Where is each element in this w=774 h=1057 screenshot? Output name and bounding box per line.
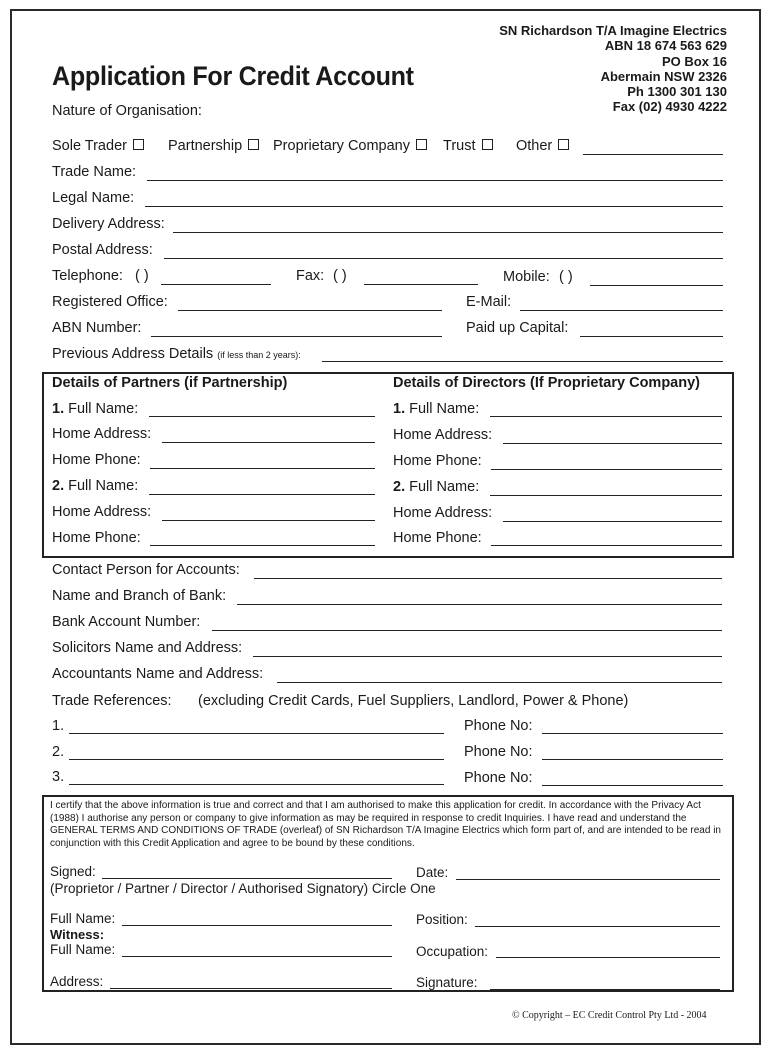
other-checkbox[interactable] <box>558 139 569 150</box>
directors-heading: Details of Directors (If Proprietary Company) <box>393 375 700 391</box>
trade-references-note: (excluding Credit Cards, Fuel Suppliers, Landlord, Power & Phone) <box>198 693 629 709</box>
legal-name-label: Legal Name: <box>52 190 135 206</box>
trade-ref-2-line[interactable] <box>69 759 444 760</box>
solicitors-line[interactable] <box>253 656 722 657</box>
option-trust[interactable] <box>443 138 493 154</box>
bank-branch-line[interactable] <box>237 604 722 605</box>
director1-home-address-label: Home Address: <box>393 427 493 443</box>
witness-address-label: Address: <box>50 974 104 989</box>
accountants-label: Accountants Name and Address: <box>52 666 264 682</box>
fax-line[interactable] <box>364 284 478 285</box>
trade-ref-3-phone-label: Phone No: <box>464 770 533 786</box>
company-name: SN Richardson T/A Imagine Electrics <box>499 23 727 38</box>
postal-address-label: Postal Address: <box>52 242 153 258</box>
option-other[interactable] <box>516 138 569 154</box>
company-po-box: PO Box 16 <box>661 53 727 69</box>
sole-trader-label: Sole Trader <box>52 138 127 154</box>
signatory-full-name-label: Full Name: <box>50 911 116 926</box>
director2-full-name-text: Full Name: <box>409 479 480 495</box>
trade-ref-1-line[interactable] <box>69 733 444 734</box>
signed-line[interactable] <box>102 878 392 879</box>
witness-address-line[interactable] <box>110 988 392 989</box>
partner2-number: 2. <box>52 478 65 494</box>
signatory-note: (Proprietor / Partner / Director / Authorised Signatory) Circle One <box>50 881 436 896</box>
abn-number-label: ABN Number: <box>52 320 142 336</box>
trade-name-label: Trade Name: <box>52 164 137 180</box>
trust-label: Trust <box>443 138 476 154</box>
previous-address-line[interactable] <box>322 361 723 362</box>
page-title: Application For Credit Account <box>52 61 414 91</box>
trust-checkbox[interactable] <box>482 139 493 150</box>
registered-office-label: Registered Office: <box>52 294 168 310</box>
director1-home-phone-line[interactable] <box>491 469 722 470</box>
partner2-home-phone-label: Home Phone: <box>52 530 141 546</box>
partners-heading: Details of Partners (if Partnership) <box>52 375 288 391</box>
email-line[interactable] <box>520 310 723 311</box>
trade-ref-3-phone-line[interactable] <box>542 785 723 786</box>
mobile-line[interactable] <box>590 285 723 286</box>
previous-address-note: (if less than 2 years): <box>217 350 301 360</box>
trade-ref-2-phone-line[interactable] <box>542 759 723 760</box>
witness-signature-label: Signature: <box>416 975 478 990</box>
previous-address-label <box>52 346 301 362</box>
witness-signature-line[interactable] <box>490 989 720 990</box>
director1-full-name-label <box>393 401 479 417</box>
trade-ref-2-number: 2. <box>52 744 65 760</box>
abn-number-line[interactable] <box>151 336 442 337</box>
mobile-area-code: ( ) <box>559 269 573 285</box>
position-line[interactable] <box>475 926 720 927</box>
partner1-full-name-text: Full Name: <box>68 401 139 417</box>
trade-ref-1-phone-label: Phone No: <box>464 718 533 734</box>
witness-heading: Witness: <box>50 927 105 942</box>
director2-full-name-line[interactable] <box>490 495 722 496</box>
partner1-number: 1. <box>52 401 65 417</box>
proprietary-label: Proprietary Company <box>273 138 410 154</box>
company-phone: Ph 1300 301 130 <box>627 84 727 100</box>
postal-address-line[interactable] <box>164 258 723 259</box>
previous-address-text: Previous Address Details <box>52 346 214 362</box>
company-abn: ABN 18 674 563 629 <box>604 38 727 54</box>
partner1-home-phone-label: Home Phone: <box>52 452 141 468</box>
trade-name-line[interactable] <box>147 180 723 181</box>
occupation-line[interactable] <box>496 957 720 958</box>
partner2-home-address-label: Home Address: <box>52 504 152 520</box>
accountants-line[interactable] <box>277 682 722 683</box>
witness-full-name-label: Full Name: <box>50 942 116 957</box>
date-line[interactable] <box>456 879 720 880</box>
copyright-notice: © Copyright – EC Credit Control Pty Ltd - 2004 <box>512 1010 707 1021</box>
legal-name-line[interactable] <box>145 206 723 207</box>
director1-home-address-line[interactable] <box>503 443 722 444</box>
nature-label: Nature of Organisation: <box>52 103 202 119</box>
director2-home-phone-label: Home Phone: <box>393 530 482 546</box>
fax-label: Fax: <box>296 268 325 284</box>
company-details <box>499 23 727 115</box>
fax-area-code: ( ) <box>333 268 347 284</box>
trade-ref-3-line[interactable] <box>69 784 444 785</box>
trade-references-label: Trade References: <box>52 693 172 709</box>
company-fax: Fax (02) 4930 4222 <box>612 99 727 115</box>
delivery-address-label: Delivery Address: <box>52 216 165 232</box>
partners-directors-box <box>42 372 734 558</box>
other-input-line[interactable] <box>583 154 723 155</box>
partnership-label: Partnership <box>168 138 243 154</box>
sole-trader-checkbox[interactable] <box>133 139 144 150</box>
bank-account-label: Bank Account Number: <box>52 614 201 630</box>
occupation-label: Occupation: <box>416 944 489 959</box>
director1-home-phone-label: Home Phone: <box>393 453 482 469</box>
mobile-label: Mobile: <box>503 269 550 285</box>
partner1-full-name-line[interactable] <box>149 416 375 417</box>
director2-full-name-label <box>393 479 479 495</box>
director2-home-address-line[interactable] <box>503 521 722 522</box>
trade-ref-1-phone-line[interactable] <box>542 733 723 734</box>
telephone-area-code: ( ) <box>135 268 149 284</box>
director2-home-phone-line[interactable] <box>491 545 722 546</box>
director1-number: 1. <box>393 401 406 417</box>
signed-label: Signed: <box>50 864 96 879</box>
partner2-full-name-line[interactable] <box>149 494 375 495</box>
partnership-checkbox[interactable] <box>248 139 259 150</box>
witness-full-name-line[interactable] <box>122 956 392 957</box>
position-label: Position: <box>416 912 468 927</box>
telephone-label: Telephone: <box>52 268 123 284</box>
partner1-full-name-label <box>52 401 138 417</box>
paid-up-capital-line[interactable] <box>580 336 723 337</box>
option-sole-trader[interactable] <box>52 138 144 154</box>
contact-person-label: Contact Person for Accounts: <box>52 562 240 578</box>
solicitors-label: Solicitors Name and Address: <box>52 640 243 656</box>
bank-branch-label: Name and Branch of Bank: <box>52 588 227 604</box>
trade-ref-1-number: 1. <box>52 718 65 734</box>
partner2-home-phone-line[interactable] <box>150 545 375 546</box>
director2-home-address-label: Home Address: <box>393 505 493 521</box>
director1-full-name-text: Full Name: <box>409 401 480 417</box>
partner1-home-address-label: Home Address: <box>52 426 152 442</box>
paid-up-capital-label: Paid up Capital: <box>466 320 569 336</box>
signatory-full-name-line[interactable] <box>122 925 392 926</box>
other-label: Other <box>516 138 553 154</box>
director2-number: 2. <box>393 479 406 495</box>
date-label: Date: <box>416 865 449 880</box>
email-label: E-Mail: <box>466 294 512 310</box>
telephone-line[interactable] <box>161 284 271 285</box>
partner1-home-address-line[interactable] <box>162 442 375 443</box>
proprietary-checkbox[interactable] <box>416 139 427 150</box>
option-partnership[interactable] <box>168 138 259 154</box>
registered-office-line[interactable] <box>178 310 442 311</box>
company-suburb: Abermain NSW 2326 <box>600 68 727 84</box>
partner2-full-name-text: Full Name: <box>68 478 139 494</box>
option-proprietary[interactable] <box>273 138 427 154</box>
delivery-address-line[interactable] <box>173 232 723 233</box>
certification-text: I certify that the above information is true and correct and that I am authorised to make this application for credit. In accordance with the Privacy Act (1988) I authorise any person or company to give information as may be required in response to credit Inquiries. I have read and understand the GENERAL TERMS AND CONDITIONS OF TRADE (overleaf) of SN Richardson T/A Imagine Electrics which form part of, and are intended to be read in conjunction with this Credit Application and agree to be bound by these conditions. <box>50 800 721 849</box>
partner2-full-name-label <box>52 478 138 494</box>
partner1-home-phone-line[interactable] <box>150 468 375 469</box>
partner2-home-address-line[interactable] <box>162 520 375 521</box>
contact-person-line[interactable] <box>254 578 722 579</box>
trade-ref-2-phone-label: Phone No: <box>464 744 533 760</box>
director1-full-name-line[interactable] <box>490 416 722 417</box>
bank-account-line[interactable] <box>212 630 722 631</box>
trade-ref-3-number: 3. <box>52 769 65 785</box>
